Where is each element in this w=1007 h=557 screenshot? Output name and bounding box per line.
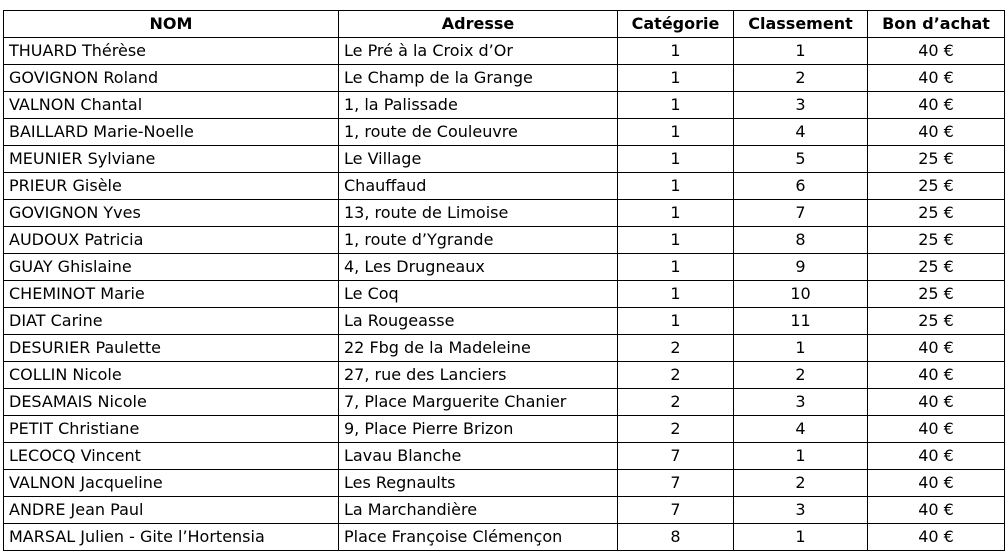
- table-row: [4, 470, 1005, 497]
- cell-categorie: 1: [618, 173, 734, 200]
- cell-categorie: 1: [618, 254, 734, 281]
- table-row: [4, 416, 1005, 443]
- table-row: [4, 38, 1005, 65]
- table-row: [4, 200, 1005, 227]
- cell-classement: 8: [734, 227, 868, 254]
- cell-adresse: Lavau Blanche: [339, 443, 618, 470]
- cell-classement: 1: [734, 38, 868, 65]
- cell-nom: GOVIGNON Yves: [4, 200, 339, 227]
- cell-categorie: 2: [618, 335, 734, 362]
- cell-adresse: 4, Les Drugneaux: [339, 254, 618, 281]
- table-row: [4, 254, 1005, 281]
- cell-nom: CHEMINOT Marie: [4, 281, 339, 308]
- cell-nom: ANDRE Jean Paul: [4, 497, 339, 524]
- cell-nom: DIAT Carine: [4, 308, 339, 335]
- cell-classement: 4: [734, 119, 868, 146]
- table-row: [4, 119, 1005, 146]
- cell-adresse: 7, Place Marguerite Chanier: [339, 389, 618, 416]
- cell-categorie: 1: [618, 119, 734, 146]
- table-row: [4, 281, 1005, 308]
- cell-adresse: 1, route d’Ygrande: [339, 227, 618, 254]
- cell-adresse: 13, route de Limoise: [339, 200, 618, 227]
- cell-bon-achat: 25 €: [868, 173, 1005, 200]
- header-nom: NOM: [4, 11, 339, 38]
- cell-nom: AUDOUX Patricia: [4, 227, 339, 254]
- cell-bon-achat: 25 €: [868, 146, 1005, 173]
- table-row: [4, 389, 1005, 416]
- cell-adresse: 9, Place Pierre Brizon: [339, 416, 618, 443]
- cell-categorie: 2: [618, 389, 734, 416]
- cell-nom: DESAMAIS Nicole: [4, 389, 339, 416]
- cell-classement: 11: [734, 308, 868, 335]
- cell-categorie: 2: [618, 416, 734, 443]
- cell-adresse: Place Françoise Clémençon: [339, 524, 618, 551]
- cell-bon-achat: 25 €: [868, 227, 1005, 254]
- cell-classement: 3: [734, 389, 868, 416]
- cell-bon-achat: 40 €: [868, 335, 1005, 362]
- results-table: [3, 10, 1005, 551]
- cell-categorie: 1: [618, 227, 734, 254]
- table-row: [4, 65, 1005, 92]
- cell-classement: 2: [734, 362, 868, 389]
- cell-bon-achat: 40 €: [868, 416, 1005, 443]
- cell-nom: DESURIER Paulette: [4, 335, 339, 362]
- cell-adresse: 1, la Palissade: [339, 92, 618, 119]
- cell-classement: 3: [734, 497, 868, 524]
- cell-classement: 2: [734, 65, 868, 92]
- cell-categorie: 7: [618, 443, 734, 470]
- cell-bon-achat: 40 €: [868, 119, 1005, 146]
- cell-bon-achat: 25 €: [868, 254, 1005, 281]
- header-classement: Classement: [734, 11, 868, 38]
- cell-nom: GOVIGNON Roland: [4, 65, 339, 92]
- cell-adresse: La Rougeasse: [339, 308, 618, 335]
- cell-adresse: 27, rue des Lanciers: [339, 362, 618, 389]
- table-row: [4, 227, 1005, 254]
- cell-classement: 10: [734, 281, 868, 308]
- cell-bon-achat: 40 €: [868, 389, 1005, 416]
- cell-categorie: 2: [618, 362, 734, 389]
- cell-bon-achat: 40 €: [868, 497, 1005, 524]
- cell-adresse: Le Coq: [339, 281, 618, 308]
- cell-bon-achat: 40 €: [868, 65, 1005, 92]
- cell-adresse: Le Pré à la Croix d’Or: [339, 38, 618, 65]
- cell-classement: 7: [734, 200, 868, 227]
- cell-classement: 1: [734, 335, 868, 362]
- table-row: [4, 524, 1005, 551]
- table-row: [4, 92, 1005, 119]
- cell-nom: THUARD Thérèse: [4, 38, 339, 65]
- cell-bon-achat: 25 €: [868, 200, 1005, 227]
- cell-adresse: La Marchandière: [339, 497, 618, 524]
- cell-bon-achat: 40 €: [868, 443, 1005, 470]
- cell-nom: VALNON Jacqueline: [4, 470, 339, 497]
- cell-classement: 3: [734, 92, 868, 119]
- table-row: [4, 443, 1005, 470]
- cell-categorie: 1: [618, 200, 734, 227]
- cell-nom: LECOCQ Vincent: [4, 443, 339, 470]
- cell-nom: MARSAL Julien - Gite l’Hortensia: [4, 524, 339, 551]
- cell-categorie: 7: [618, 497, 734, 524]
- cell-classement: 1: [734, 524, 868, 551]
- cell-categorie: 1: [618, 281, 734, 308]
- cell-adresse: 1, route de Couleuvre: [339, 119, 618, 146]
- cell-nom: MEUNIER Sylviane: [4, 146, 339, 173]
- cell-classement: 6: [734, 173, 868, 200]
- cell-bon-achat: 40 €: [868, 524, 1005, 551]
- cell-classement: 1: [734, 443, 868, 470]
- cell-bon-achat: 25 €: [868, 281, 1005, 308]
- cell-bon-achat: 40 €: [868, 38, 1005, 65]
- cell-nom: BAILLARD Marie-Noelle: [4, 119, 339, 146]
- cell-nom: PRIEUR Gisèle: [4, 173, 339, 200]
- cell-categorie: 1: [618, 308, 734, 335]
- cell-adresse: 22 Fbg de la Madeleine: [339, 335, 618, 362]
- cell-bon-achat: 40 €: [868, 470, 1005, 497]
- cell-nom: PETIT Christiane: [4, 416, 339, 443]
- cell-nom: GUAY Ghislaine: [4, 254, 339, 281]
- cell-adresse: Les Regnaults: [339, 470, 618, 497]
- table-row: [4, 173, 1005, 200]
- cell-classement: 4: [734, 416, 868, 443]
- cell-categorie: 1: [618, 65, 734, 92]
- cell-bon-achat: 40 €: [868, 92, 1005, 119]
- cell-bon-achat: 40 €: [868, 362, 1005, 389]
- cell-adresse: Le Champ de la Grange: [339, 65, 618, 92]
- cell-nom: VALNON Chantal: [4, 92, 339, 119]
- table-row: [4, 335, 1005, 362]
- table-row: [4, 362, 1005, 389]
- cell-categorie: 1: [618, 38, 734, 65]
- cell-adresse: Chauffaud: [339, 173, 618, 200]
- table-row: [4, 497, 1005, 524]
- cell-categorie: 1: [618, 146, 734, 173]
- cell-adresse: Le Village: [339, 146, 618, 173]
- cell-classement: 5: [734, 146, 868, 173]
- cell-classement: 2: [734, 470, 868, 497]
- table-header-row: [4, 11, 1005, 38]
- cell-categorie: 1: [618, 92, 734, 119]
- header-adresse: Adresse: [339, 11, 618, 38]
- cell-categorie: 7: [618, 470, 734, 497]
- cell-bon-achat: 25 €: [868, 308, 1005, 335]
- header-bon-achat: Bon d’achat: [868, 11, 1005, 38]
- cell-nom: COLLIN Nicole: [4, 362, 339, 389]
- table-row: [4, 308, 1005, 335]
- header-categorie: Catégorie: [618, 11, 734, 38]
- table-body: [4, 38, 1005, 551]
- cell-classement: 9: [734, 254, 868, 281]
- cell-categorie: 8: [618, 524, 734, 551]
- table-row: [4, 146, 1005, 173]
